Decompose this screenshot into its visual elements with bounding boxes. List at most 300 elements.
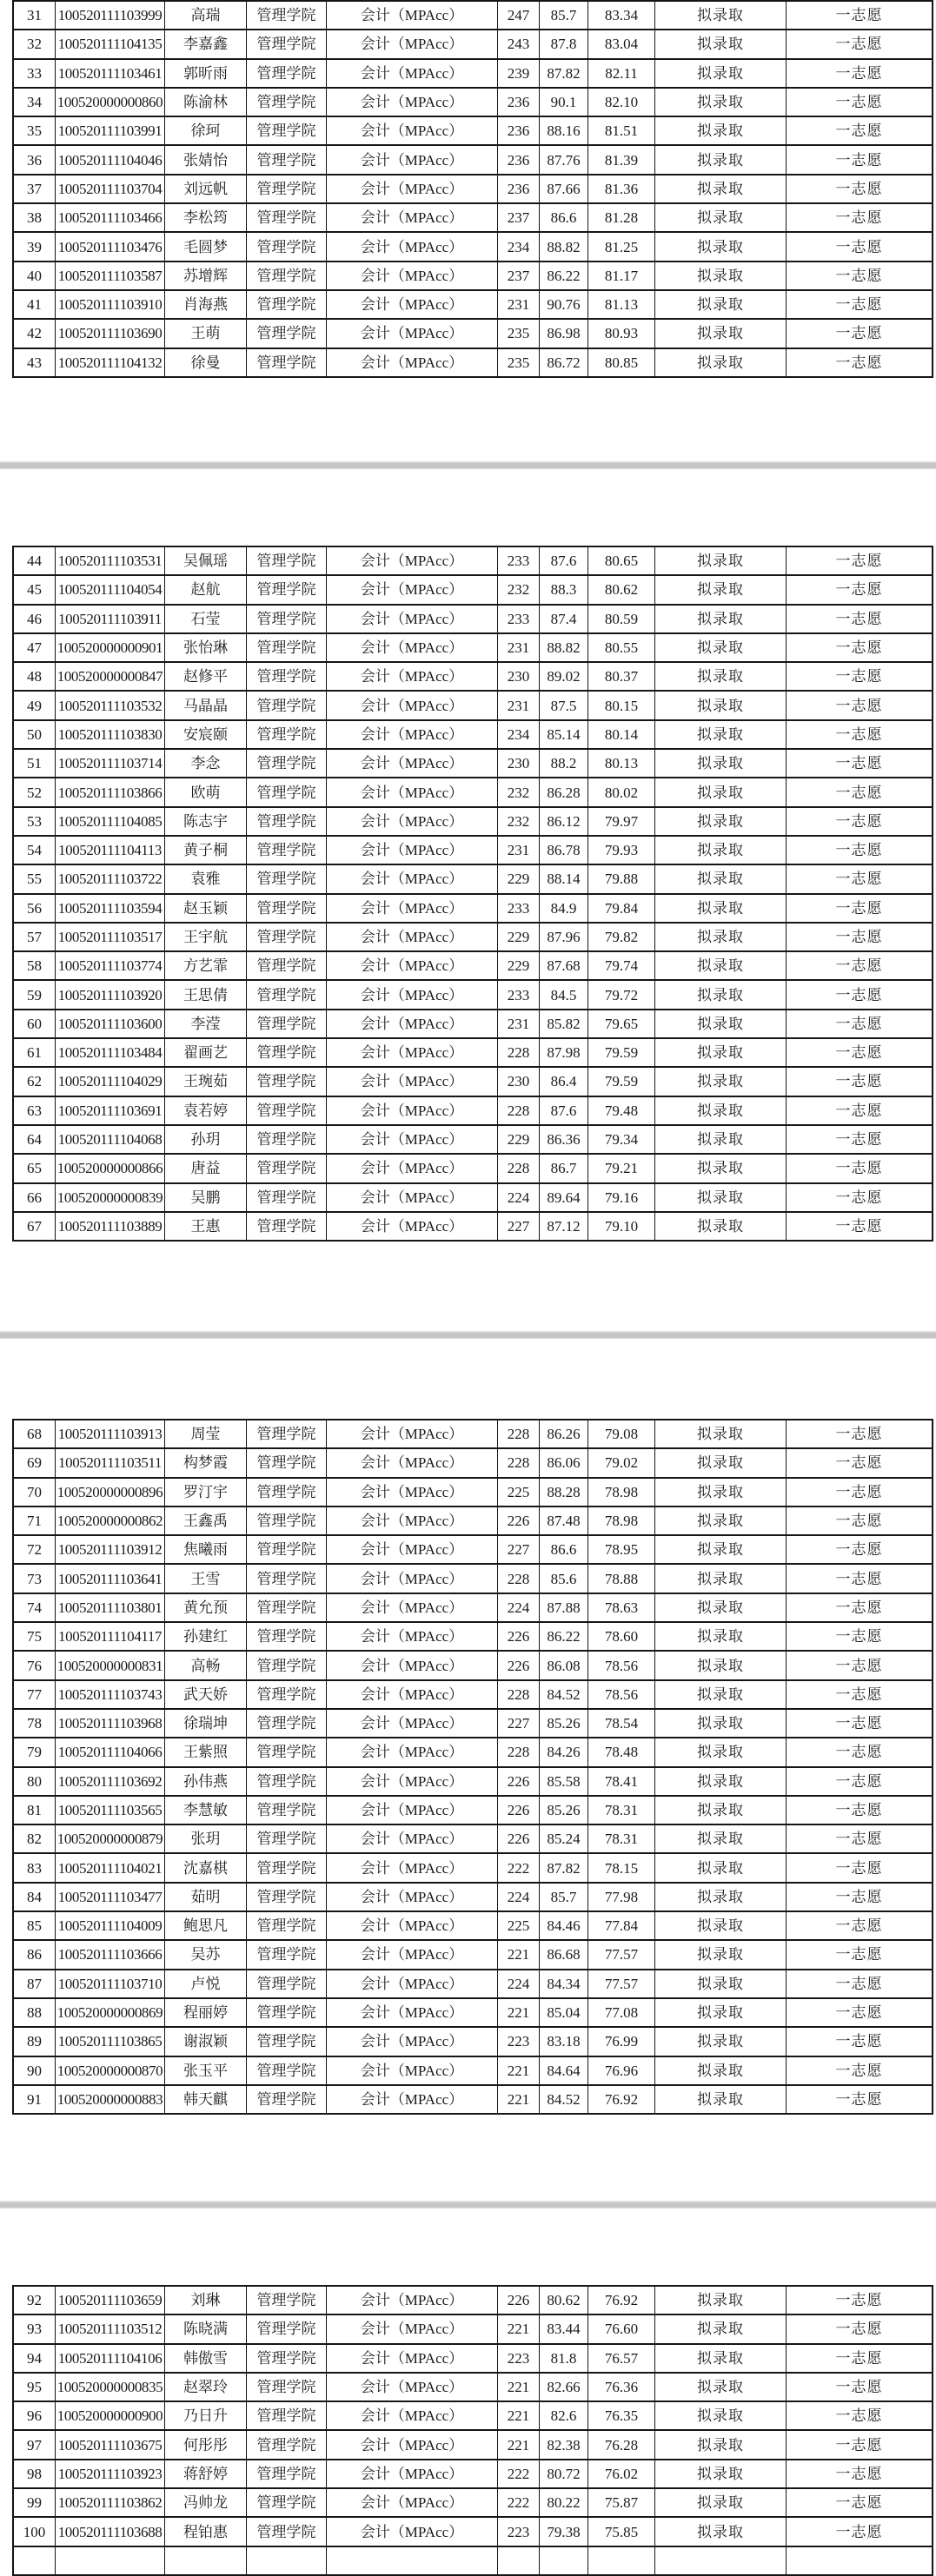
table-row — [13, 116, 933, 145]
cell-major: 会计（MPAcc） — [327, 1154, 498, 1182]
cell-name: 刘琳 — [165, 2286, 247, 2314]
cell-college: 管理学院 — [247, 1998, 327, 2027]
cell-total-score: 78.98 — [588, 1507, 655, 1535]
cell-status: 拟录取 — [655, 1998, 787, 2027]
cell-row-number: 90 — [13, 2056, 56, 2085]
cell-status: 拟录取 — [655, 1448, 787, 1477]
cell-initial-score: 229 — [498, 923, 540, 951]
cell-retest-score: 87.12 — [540, 1212, 588, 1241]
cell-row-number: 77 — [13, 1680, 56, 1709]
cell-status: 拟录取 — [655, 1738, 787, 1766]
cell-status: 拟录取 — [655, 2460, 787, 2488]
cell-choice: 一志愿 — [787, 2517, 933, 2546]
cell-college: 管理学院 — [247, 1038, 327, 1067]
cell-status: 拟录取 — [655, 1824, 787, 1853]
cell-retest-score: 86.6 — [540, 203, 588, 232]
cell-name: 吴佩瑶 — [165, 546, 247, 575]
cell-name: 徐瑞坤 — [165, 1709, 247, 1738]
cell-row-number: 79 — [13, 1738, 56, 1766]
cell-total-score: 79.48 — [588, 1096, 655, 1125]
cell-status: 拟录取 — [655, 633, 787, 662]
cell-status: 拟录取 — [655, 1067, 787, 1096]
cell-initial-score: 222 — [498, 2460, 540, 2488]
cell-choice: 一志愿 — [787, 1, 933, 30]
cell-name: 罗汀宇 — [165, 1478, 247, 1507]
cell-retest-score: 84.52 — [540, 2085, 588, 2114]
table-row — [13, 1680, 933, 1709]
table-row — [13, 232, 933, 261]
cell-candidate-id: 100520111103641 — [56, 1564, 165, 1593]
cell-name: 蒋舒婷 — [165, 2460, 247, 2488]
cell-total-score: 77.08 — [588, 1998, 655, 2027]
cell-choice: 一志愿 — [787, 1448, 933, 1477]
cell-choice: 一志愿 — [787, 262, 933, 290]
cell-major: 会计（MPAcc） — [327, 1507, 498, 1535]
table-row — [13, 778, 933, 806]
cell-name: 沈嘉棋 — [165, 1853, 247, 1882]
cell-status: 拟录取 — [655, 2056, 787, 2085]
cell-initial-score: 233 — [498, 980, 540, 1009]
cell-retest-score: 86.22 — [540, 1622, 588, 1651]
cell-name: 欧萌 — [165, 778, 247, 806]
cell-status: 拟录取 — [655, 1, 787, 30]
cell-candidate-id: 100520111103801 — [56, 1593, 165, 1622]
cell-initial-score: 223 — [498, 2027, 540, 2056]
cell-initial-score: 236 — [498, 88, 540, 116]
cell-initial-score: 221 — [498, 1940, 540, 1969]
cell-college: 管理学院 — [247, 1738, 327, 1766]
table-row — [13, 145, 933, 174]
table-row — [13, 319, 933, 348]
cell-retest-score: 85.24 — [540, 1824, 588, 1853]
cell-choice: 一志愿 — [787, 1564, 933, 1593]
cell-row-number: 85 — [13, 1911, 56, 1940]
table-row — [13, 1478, 933, 1507]
cell-major: 会计（MPAcc） — [327, 2401, 498, 2430]
cell-name: 高畅 — [165, 1651, 247, 1679]
cell-major: 会计（MPAcc） — [327, 1998, 498, 2027]
cell-choice: 一志愿 — [787, 232, 933, 261]
cell-name: 孙玥 — [165, 1125, 247, 1154]
cell-candidate-id: 100520111104029 — [56, 1067, 165, 1096]
cell-initial-score: 230 — [498, 1067, 540, 1096]
cell-college: 管理学院 — [247, 2027, 327, 2056]
table-row — [13, 864, 933, 893]
cell-retest-score: 88.14 — [540, 864, 588, 893]
cell-retest-score: 85.82 — [540, 1010, 588, 1038]
cell-row-number: 35 — [13, 116, 56, 145]
cell-major: 会计（MPAcc） — [327, 749, 498, 778]
cell-candidate-id: 100520111103512 — [56, 2314, 165, 2343]
cell-row-number: 64 — [13, 1125, 56, 1154]
cell-major: 会计（MPAcc） — [327, 951, 498, 980]
cell-college: 管理学院 — [247, 2286, 327, 2314]
cell-total-score: 78.95 — [588, 1535, 655, 1564]
cell-retest-score: 90.1 — [540, 88, 588, 116]
cell-name: 李慧敏 — [165, 1796, 247, 1824]
cell-total-score: 82.10 — [588, 88, 655, 116]
cell-initial-score: 237 — [498, 203, 540, 232]
cell-college: 管理学院 — [247, 2401, 327, 2430]
cell-total-score: 79.08 — [588, 1420, 655, 1448]
cell-candidate-id: 100520000000839 — [56, 1183, 165, 1212]
cell-total-score: 83.04 — [588, 30, 655, 58]
cell-choice: 一志愿 — [787, 2314, 933, 2343]
cell-total-score: 81.28 — [588, 203, 655, 232]
cell-row-number: 31 — [13, 1, 56, 30]
cell-retest-score: 85.04 — [540, 1998, 588, 2027]
cell-initial-score: 224 — [498, 1183, 540, 1212]
cell-status: 拟录取 — [655, 720, 787, 749]
cell-retest-score: 88.3 — [540, 575, 588, 604]
cell-college: 管理学院 — [247, 923, 327, 951]
cell-major: 会计（MPAcc） — [327, 864, 498, 893]
cell-major: 会计（MPAcc） — [327, 1212, 498, 1241]
cell-row-number: 45 — [13, 575, 56, 604]
cell-college: 管理学院 — [247, 1507, 327, 1535]
cell-retest-score: 84.5 — [540, 980, 588, 1009]
cell-status: 拟录取 — [655, 232, 787, 261]
cell-candidate-id: 100520111103999 — [56, 1, 165, 30]
cell-major: 会计（MPAcc） — [327, 1038, 498, 1067]
table-row — [13, 2373, 933, 2401]
cell-choice: 一志愿 — [787, 1680, 933, 1709]
cell-candidate-id: 100520111104068 — [56, 1125, 165, 1154]
cell-name: 鲍思凡 — [165, 1911, 247, 1940]
cell-row-number: 96 — [13, 2401, 56, 2430]
cell-initial-score: 234 — [498, 720, 540, 749]
cell-name: 陈渝林 — [165, 88, 247, 116]
cell-major: 会计（MPAcc） — [327, 232, 498, 261]
cell-name: 苏增辉 — [165, 262, 247, 290]
table-body — [13, 546, 933, 1241]
table-row — [13, 2314, 933, 2343]
cell-total-score: 79.97 — [588, 807, 655, 836]
cell-major: 会计（MPAcc） — [327, 1535, 498, 1564]
cell-candidate-id: 100520111104135 — [56, 30, 165, 58]
table-row — [13, 1154, 933, 1182]
cell-candidate-id: 100520111103675 — [56, 2430, 165, 2459]
cell-candidate-id: 100520111104066 — [56, 1738, 165, 1766]
cell-candidate-id: 100520111103889 — [56, 1212, 165, 1241]
cell-total-score: 78.60 — [588, 1622, 655, 1651]
cell-row-number: 73 — [13, 1564, 56, 1593]
cell-total-score: 79.82 — [588, 923, 655, 951]
cell-candidate-id: 100520111103910 — [56, 290, 165, 319]
cell-retest-score: 85.14 — [540, 720, 588, 749]
cell-retest-score: 87.66 — [540, 175, 588, 203]
cell-candidate-id: 100520000000900 — [56, 2401, 165, 2430]
cell-initial-score: 235 — [498, 319, 540, 348]
cell-row-number: 53 — [13, 807, 56, 836]
cell-major: 会计（MPAcc） — [327, 1593, 498, 1622]
cell-college: 管理学院 — [247, 546, 327, 575]
cell-major: 会计（MPAcc） — [327, 2344, 498, 2373]
cell-total-score: 78.98 — [588, 1478, 655, 1507]
cell-row-number: 56 — [13, 894, 56, 923]
table-row — [13, 1183, 933, 1212]
cell-total-score: 75.85 — [588, 2517, 655, 2546]
cell-status: 拟录取 — [655, 662, 787, 691]
cell-total-score: 83.34 — [588, 1, 655, 30]
cell-total-score: 80.55 — [588, 633, 655, 662]
cell-retest-score: 87.48 — [540, 1507, 588, 1535]
cell-initial-score: 224 — [498, 1593, 540, 1622]
cell-candidate-id: 100520111103594 — [56, 894, 165, 923]
cell-initial-score: 224 — [498, 1883, 540, 1911]
table-row — [13, 1535, 933, 1564]
cell-total-score: 78.48 — [588, 1738, 655, 1766]
cell-row-number: 62 — [13, 1067, 56, 1096]
table-row — [13, 836, 933, 864]
cell-choice: 一志愿 — [787, 633, 933, 662]
cell-initial-score: 228 — [498, 1738, 540, 1766]
cell-college: 管理学院 — [247, 2344, 327, 2373]
page-break-separator — [0, 2201, 936, 2208]
cell-row-number: 63 — [13, 1096, 56, 1125]
cell-choice: 一志愿 — [787, 749, 933, 778]
table-row — [13, 691, 933, 719]
cell-status: 拟录取 — [655, 1680, 787, 1709]
cell-choice: 一志愿 — [787, 807, 933, 836]
cell-candidate-id: 100520111103704 — [56, 175, 165, 203]
cell-status: 拟录取 — [655, 1709, 787, 1738]
cell-status: 拟录取 — [655, 923, 787, 951]
cell-name: 王琬茹 — [165, 1067, 247, 1096]
cell-total-score: 76.99 — [588, 2027, 655, 2056]
cell-initial-score: 233 — [498, 546, 540, 575]
cell-status: 拟录取 — [655, 2085, 787, 2114]
cell-major: 会计（MPAcc） — [327, 807, 498, 836]
cell-retest-score: 86.22 — [540, 262, 588, 290]
cell-choice: 一志愿 — [787, 691, 933, 719]
table-row — [13, 546, 933, 575]
cell-status: 拟录取 — [655, 1651, 787, 1679]
cell-initial-score: 231 — [498, 836, 540, 864]
cell-major: 会计（MPAcc） — [327, 2286, 498, 2314]
cell-total-score: 76.60 — [588, 2314, 655, 2343]
cell-total-score: 81.36 — [588, 175, 655, 203]
cell-retest-score: 87.6 — [540, 1096, 588, 1125]
cell-candidate-id: 100520111103690 — [56, 319, 165, 348]
cell-college: 管理学院 — [247, 1853, 327, 1882]
cell-name: 李念 — [165, 749, 247, 778]
cell-college: 管理学院 — [247, 1940, 327, 1969]
table-row — [13, 575, 933, 604]
cell-college: 管理学院 — [247, 232, 327, 261]
cell-candidate-id: 100520111103862 — [56, 2488, 165, 2517]
cell-status: 拟录取 — [655, 30, 787, 58]
cell-major: 会计（MPAcc） — [327, 262, 498, 290]
cell-college: 管理学院 — [247, 59, 327, 88]
cell-name: 毛圆梦 — [165, 232, 247, 261]
cell-retest-score: 87.82 — [540, 1853, 588, 1882]
cell-major: 会计（MPAcc） — [327, 1824, 498, 1853]
cell-name: 构梦霞 — [165, 1448, 247, 1477]
cell-major: 会计（MPAcc） — [327, 2085, 498, 2114]
cell-major: 会计（MPAcc） — [327, 2027, 498, 2056]
cell-college: 管理学院 — [247, 894, 327, 923]
cell-retest-score: 86.36 — [540, 1125, 588, 1154]
cell-college: 管理学院 — [247, 1, 327, 30]
cell-candidate-id: 100520111103714 — [56, 749, 165, 778]
cell-major: 会计（MPAcc） — [327, 1125, 498, 1154]
cell-status: 拟录取 — [655, 2488, 787, 2517]
cell-retest-score: 87.88 — [540, 1593, 588, 1622]
cell-status: 拟录取 — [655, 2430, 787, 2459]
table-row — [13, 2460, 933, 2488]
cell-candidate-id: 100520111103511 — [56, 1448, 165, 1477]
cell-college: 管理学院 — [247, 2373, 327, 2401]
table-row — [13, 894, 933, 923]
cell-status: 拟录取 — [655, 951, 787, 980]
cell-major: 会计（MPAcc） — [327, 1883, 498, 1911]
cell-college: 管理学院 — [247, 1680, 327, 1709]
cell-empty — [655, 2546, 787, 2575]
cell-status: 拟录取 — [655, 1212, 787, 1241]
cell-college: 管理学院 — [247, 2488, 327, 2517]
cell-total-score: 79.59 — [588, 1038, 655, 1067]
table-row — [13, 633, 933, 662]
cell-name: 何彤彤 — [165, 2430, 247, 2459]
cell-college: 管理学院 — [247, 1067, 327, 1096]
cell-initial-score: 229 — [498, 951, 540, 980]
cell-status: 拟录取 — [655, 1564, 787, 1593]
cell-row-number: 88 — [13, 1998, 56, 2027]
cell-row-number: 83 — [13, 1853, 56, 1882]
cell-college: 管理学院 — [247, 749, 327, 778]
cell-empty — [787, 2546, 933, 2575]
cell-retest-score: 88.16 — [540, 116, 588, 145]
table-row — [13, 1067, 933, 1096]
cell-choice: 一志愿 — [787, 145, 933, 174]
cell-initial-score: 226 — [498, 1507, 540, 1535]
cell-empty — [540, 2546, 588, 2575]
cell-college: 管理学院 — [247, 145, 327, 174]
cell-total-score: 77.98 — [588, 1883, 655, 1911]
cell-total-score: 75.87 — [588, 2488, 655, 2517]
table-body — [13, 1, 933, 377]
cell-choice: 一志愿 — [787, 2056, 933, 2085]
cell-major: 会计（MPAcc） — [327, 175, 498, 203]
cell-initial-score: 231 — [498, 691, 540, 719]
cell-status: 拟录取 — [655, 575, 787, 604]
cell-candidate-id: 100520000000869 — [56, 1998, 165, 2027]
cell-row-number: 82 — [13, 1824, 56, 1853]
cell-row-number: 60 — [13, 1010, 56, 1038]
cell-status: 拟录取 — [655, 1911, 787, 1940]
cell-retest-score: 84.9 — [540, 894, 588, 923]
cell-candidate-id: 100520000000879 — [56, 1824, 165, 1853]
cell-row-number: 57 — [13, 923, 56, 951]
cell-total-score: 76.96 — [588, 2056, 655, 2085]
cell-row-number: 97 — [13, 2430, 56, 2459]
cell-college: 管理学院 — [247, 1622, 327, 1651]
table-row — [13, 2286, 933, 2314]
admission-table-page-4 — [12, 2285, 933, 2576]
cell-status: 拟录取 — [655, 116, 787, 145]
cell-status: 拟录取 — [655, 2286, 787, 2314]
cell-name: 孙建红 — [165, 1622, 247, 1651]
table-row — [13, 1998, 933, 2027]
cell-major: 会计（MPAcc） — [327, 2056, 498, 2085]
cell-row-number: 50 — [13, 720, 56, 749]
cell-major: 会计（MPAcc） — [327, 720, 498, 749]
table-row — [13, 1709, 933, 1738]
cell-name: 马晶晶 — [165, 691, 247, 719]
cell-major: 会计（MPAcc） — [327, 88, 498, 116]
table-row — [13, 1507, 933, 1535]
cell-major: 会计（MPAcc） — [327, 894, 498, 923]
cell-initial-score: 223 — [498, 2517, 540, 2546]
cell-initial-score: 232 — [498, 778, 540, 806]
table-row — [13, 2056, 933, 2085]
table-row — [13, 2344, 933, 2373]
cell-college: 管理学院 — [247, 290, 327, 319]
cell-college: 管理学院 — [247, 2430, 327, 2459]
cell-college: 管理学院 — [247, 1183, 327, 1212]
cell-status: 拟录取 — [655, 2373, 787, 2401]
cell-major: 会计（MPAcc） — [327, 1, 498, 30]
cell-initial-score: 228 — [498, 1564, 540, 1593]
cell-name: 郭昕雨 — [165, 59, 247, 88]
cell-initial-score: 228 — [498, 1154, 540, 1182]
cell-candidate-id: 100520111103587 — [56, 262, 165, 290]
cell-major: 会计（MPAcc） — [327, 30, 498, 58]
cell-major: 会计（MPAcc） — [327, 145, 498, 174]
cell-college: 管理学院 — [247, 262, 327, 290]
cell-candidate-id: 100520111103517 — [56, 923, 165, 951]
cell-initial-score: 227 — [498, 1212, 540, 1241]
cell-college: 管理学院 — [247, 1096, 327, 1125]
cell-row-number: 49 — [13, 691, 56, 719]
cell-college: 管理学院 — [247, 88, 327, 116]
cell-status: 拟录取 — [655, 1796, 787, 1824]
cell-row-number: 69 — [13, 1448, 56, 1477]
cell-status: 拟录取 — [655, 262, 787, 290]
cell-row-number: 84 — [13, 1883, 56, 1911]
cell-major: 会计（MPAcc） — [327, 1010, 498, 1038]
cell-college: 管理学院 — [247, 1448, 327, 1477]
cell-row-number: 42 — [13, 319, 56, 348]
cell-choice: 一志愿 — [787, 575, 933, 604]
cell-initial-score: 221 — [498, 2430, 540, 2459]
cell-candidate-id: 100520111103743 — [56, 1680, 165, 1709]
cell-retest-score: 84.26 — [540, 1738, 588, 1766]
cell-row-number: 93 — [13, 2314, 56, 2343]
cell-total-score: 78.15 — [588, 1853, 655, 1882]
cell-candidate-id: 100520000000901 — [56, 633, 165, 662]
cell-name: 袁若婷 — [165, 1096, 247, 1125]
cell-initial-score: 221 — [498, 2401, 540, 2430]
cell-initial-score: 233 — [498, 605, 540, 633]
cell-retest-score: 84.52 — [540, 1680, 588, 1709]
cell-total-score: 79.34 — [588, 1125, 655, 1154]
cell-name: 冯帅龙 — [165, 2488, 247, 2517]
cell-choice: 一志愿 — [787, 1535, 933, 1564]
cell-college: 管理学院 — [247, 1883, 327, 1911]
cell-status: 拟录取 — [655, 980, 787, 1009]
cell-name: 袁雅 — [165, 864, 247, 893]
cell-candidate-id: 100520000000860 — [56, 88, 165, 116]
cell-total-score: 78.54 — [588, 1709, 655, 1738]
cell-total-score: 76.92 — [588, 2286, 655, 2314]
page-break-separator — [0, 461, 936, 469]
cell-row-number: 92 — [13, 2286, 56, 2314]
table-row — [13, 1038, 933, 1067]
cell-status: 拟录取 — [655, 2401, 787, 2430]
cell-candidate-id: 100520111103565 — [56, 1796, 165, 1824]
